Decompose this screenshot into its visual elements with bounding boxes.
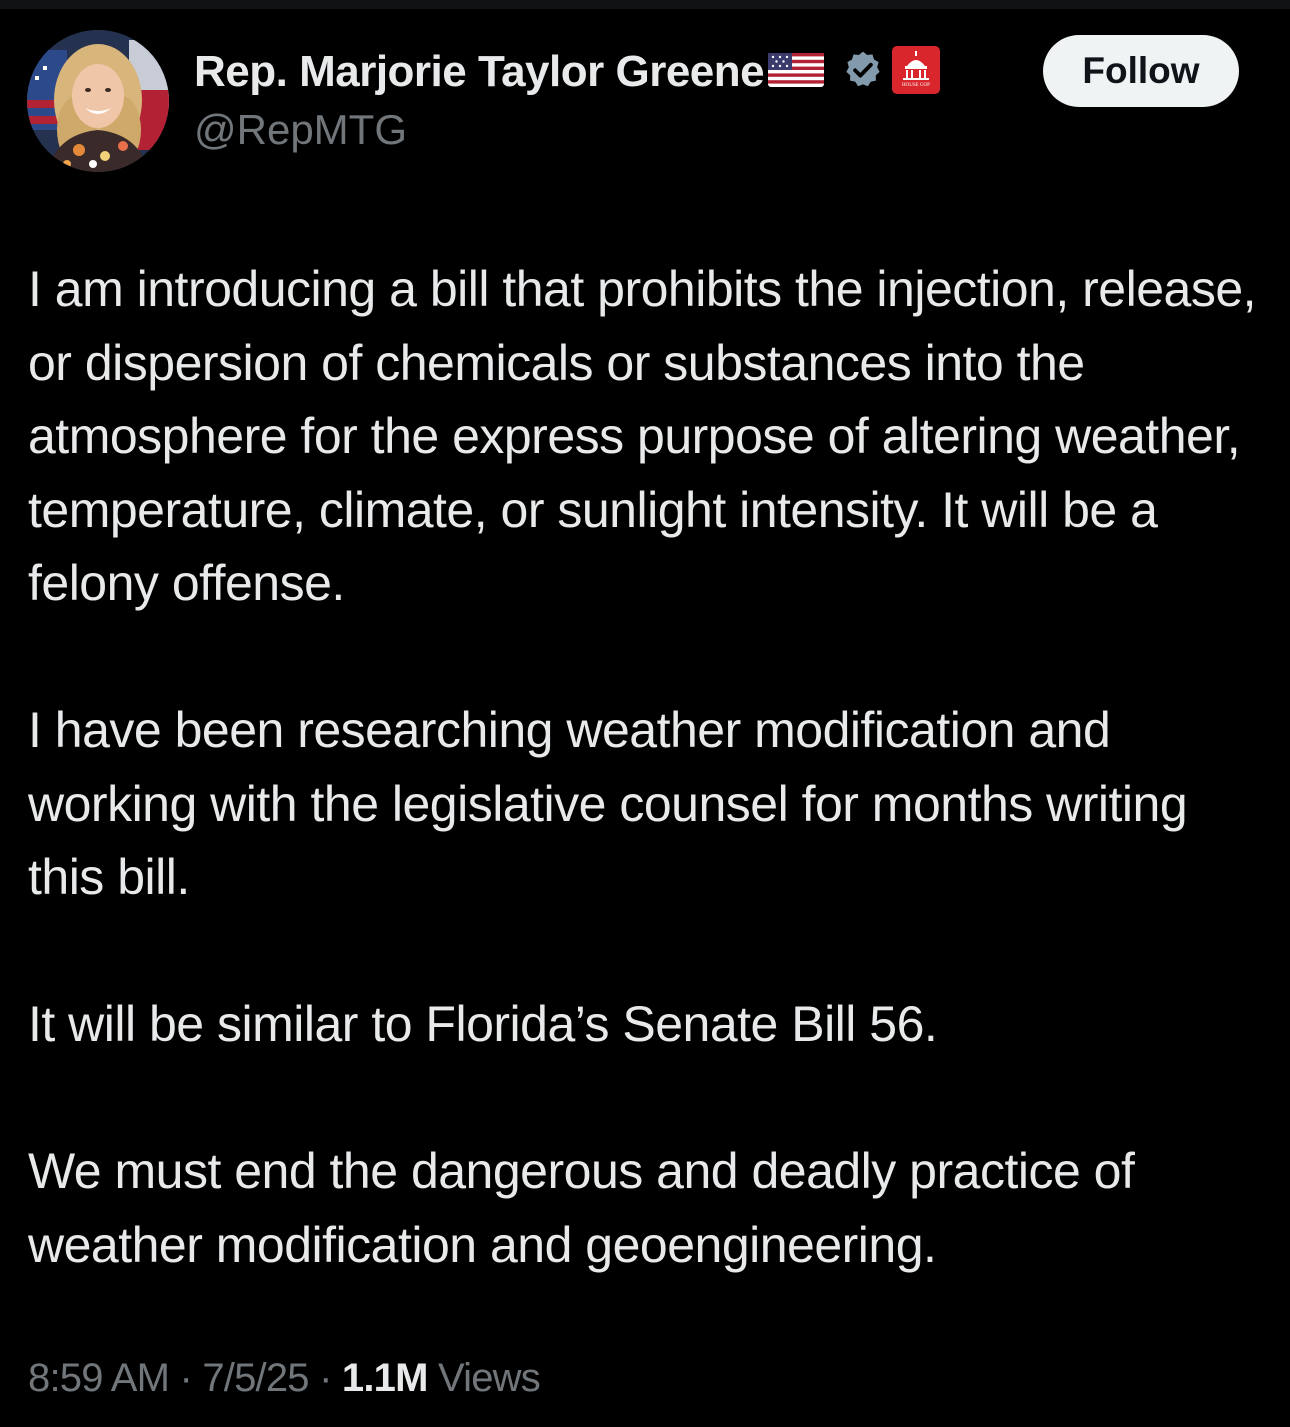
- post-text: [28, 253, 1268, 1356]
- post-metadata: [28, 1356, 540, 1401]
- post-paragraph: We must end the dangerous and deadly practice of weather modification and geoengineering.: [28, 1143, 1135, 1273]
- gop-badge-icon[interactable]: [892, 46, 940, 99]
- post-paragraph: I am introducing a bill that prohibits the injection, release, or dispersion of chemicals or substances into the atmosphere for the express purpose of altering weather, temperature, climate, or sunlight intensity. It will be a felony offense.: [28, 261, 1257, 611]
- author-name-row[interactable]: [194, 44, 940, 100]
- avatar-image: [27, 30, 169, 172]
- meta-separator: ·: [169, 1356, 203, 1400]
- post-header: [0, 0, 1290, 200]
- post-paragraph: I have been researching weather modification and working with the legislative counsel for months writing this bill.: [28, 702, 1188, 905]
- views-label: Views: [427, 1356, 540, 1400]
- us-flag-icon: [768, 53, 824, 92]
- author-handle[interactable]: @RepMTG: [194, 106, 407, 153]
- meta-separator: ·: [308, 1356, 342, 1400]
- post-paragraph: It will be similar to Florida’s Senate Bill 56.: [28, 996, 938, 1052]
- views-count[interactable]: 1.1M: [341, 1356, 428, 1400]
- follow-button[interactable]: Follow: [1043, 35, 1239, 107]
- post-date[interactable]: 7/5/25: [202, 1356, 309, 1400]
- gop-badge-text: HOUSE GOP: [902, 82, 931, 88]
- avatar[interactable]: [27, 30, 169, 172]
- author-display-name[interactable]: Rep. Marjorie Taylor Greene: [194, 47, 765, 96]
- post-time[interactable]: 8:59 AM: [28, 1356, 170, 1400]
- verified-icon[interactable]: [842, 49, 884, 96]
